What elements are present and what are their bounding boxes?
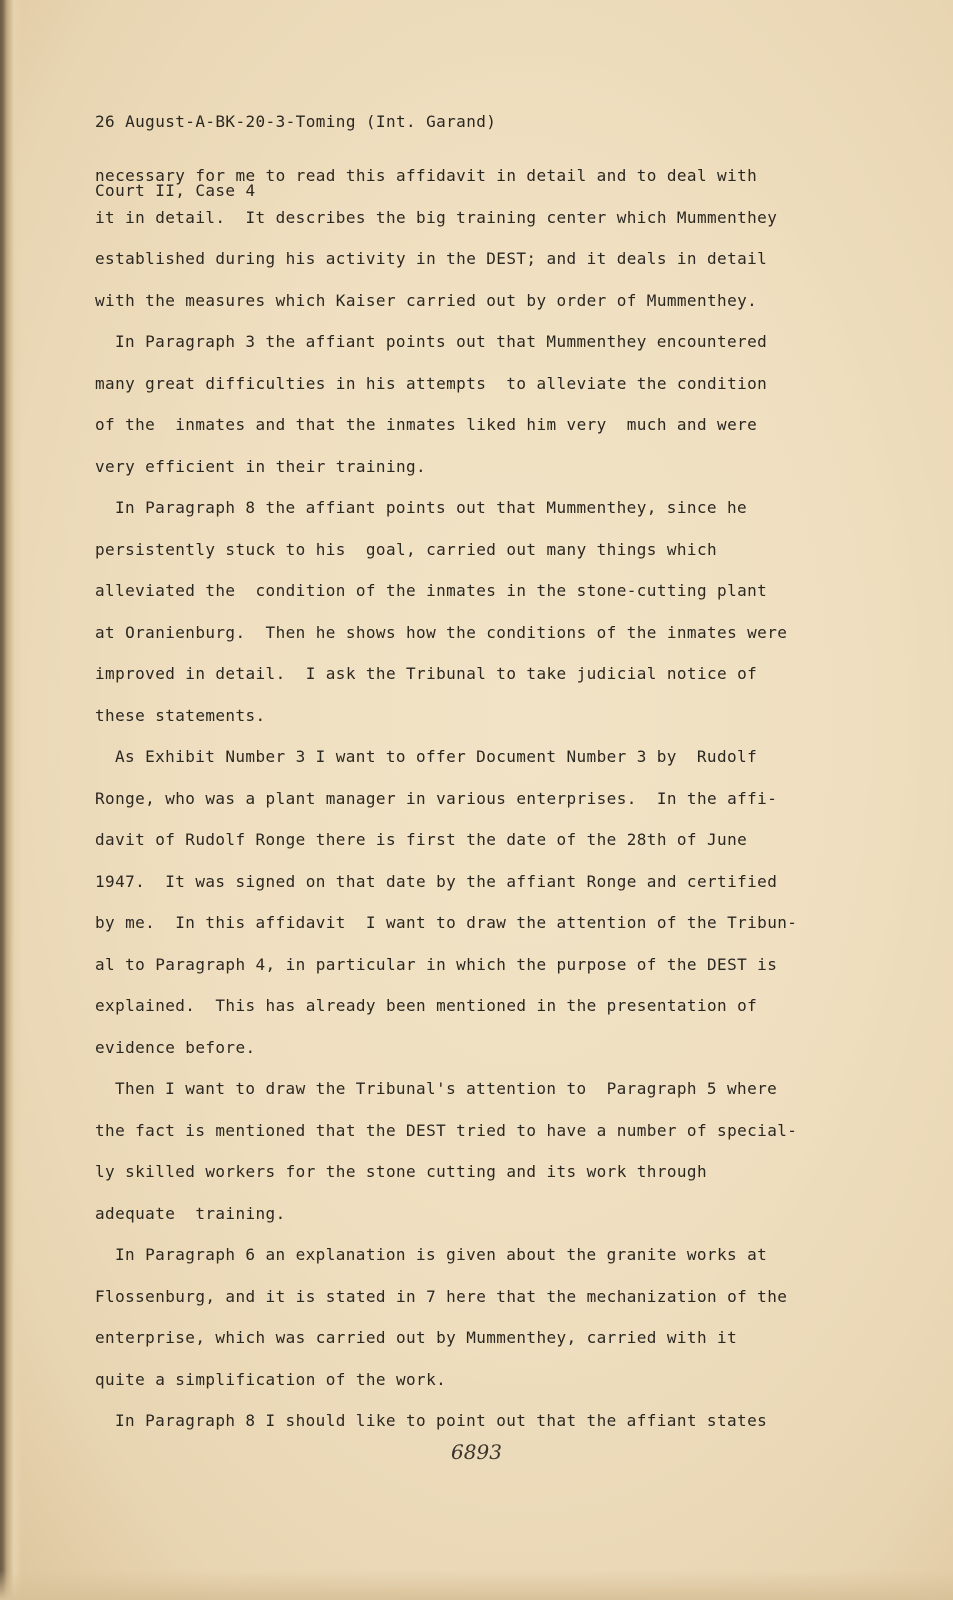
- transcript-line: the fact is mentioned that the DEST tried to have a number of special-: [95, 1120, 798, 1140]
- transcript-line: it in detail. It describes the big training center which Mummenthey: [95, 207, 778, 227]
- transcript-line: established during his activity in the DEST; and it deals in detail: [95, 249, 768, 268]
- transcript-line: In Paragraph 6 an explanation is given about the granite works at: [115, 1245, 768, 1264]
- transcript-line: at Oranienburg. Then he shows how the conditions of the inmates were: [95, 622, 788, 642]
- transcript-line: alleviated the condition of the inmates in the stone-cutting plant: [95, 581, 768, 600]
- transcript-line: evidence before.: [95, 1037, 256, 1057]
- transcript-line: 1947. It was signed on that date by the affiant Ronge and certified: [95, 871, 778, 891]
- transcript-line: As Exhibit Number 3 I want to offer Document Number 3 by Rudolf: [115, 747, 758, 766]
- transcript-line: very efficient in their training.: [95, 456, 427, 476]
- header-court-line: Court II, Case 4: [95, 181, 256, 200]
- transcript-line: In Paragraph 8 the affiant points out that Mummenthey, since he: [115, 498, 748, 517]
- transcript-line: enterprise, which was carried out by Mummenthey, carried with it: [95, 1328, 738, 1347]
- transcript-line: Then I want to draw the Tribunal's attention to Paragraph 5 where: [115, 1079, 778, 1098]
- transcript-line: adequate training.: [95, 1203, 286, 1223]
- transcript-body: [95, 164, 935, 1451]
- transcript-line: these statements.: [95, 705, 266, 725]
- transcript-line: by me. In this affidavit I want to draw the attention of the Tribun-: [95, 913, 798, 932]
- transcript-line: In Paragraph 8 I should like to point out that the affiant states: [115, 1411, 768, 1430]
- transcript-line: davit of Rudolf Ronge there is first the date of the 28th of June: [95, 830, 748, 849]
- transcript-line: Flossenburg, and it is stated in 7 here that the mechanization of the: [95, 1286, 788, 1306]
- transcript-line: ly skilled workers for the stone cutting and its work through: [95, 1162, 708, 1181]
- transcript-line: In Paragraph 3 the affiant points out that Mummenthey encountered: [115, 332, 768, 351]
- page-number: 6893: [451, 1440, 502, 1464]
- transcript-line: al to Paragraph 4, in particular in which the purpose of the DEST is: [95, 954, 778, 974]
- transcript-line: necessary for me to read this affidavit in detail and to deal with: [95, 166, 758, 185]
- transcript-line: explained. This has already been mentioned in the presentation of: [95, 996, 758, 1015]
- transcript-line: quite a simplification of the work.: [95, 1369, 447, 1389]
- transcript-line: with the measures which Kaiser carried out by order of Mummenthey.: [95, 290, 758, 310]
- page-bottom-edge: [0, 1570, 953, 1600]
- transcript-line: of the inmates and that the inmates liked him very much and were: [95, 415, 758, 434]
- header-session-line: 26 August-A-BK-20-3-Toming (Int. Garand): [95, 112, 497, 131]
- transcript-line: Ronge, who was a plant manager in various enterprises. In the affi-: [95, 788, 778, 808]
- page-binding-edge: [0, 0, 22, 1600]
- transcript-line: improved in detail. I ask the Tribunal to take judicial notice of: [95, 664, 758, 683]
- transcript-line: persistently stuck to his goal, carried out many things which: [95, 539, 718, 559]
- transcript-line: many great difficulties in his attempts to alleviate the condition: [95, 373, 768, 393]
